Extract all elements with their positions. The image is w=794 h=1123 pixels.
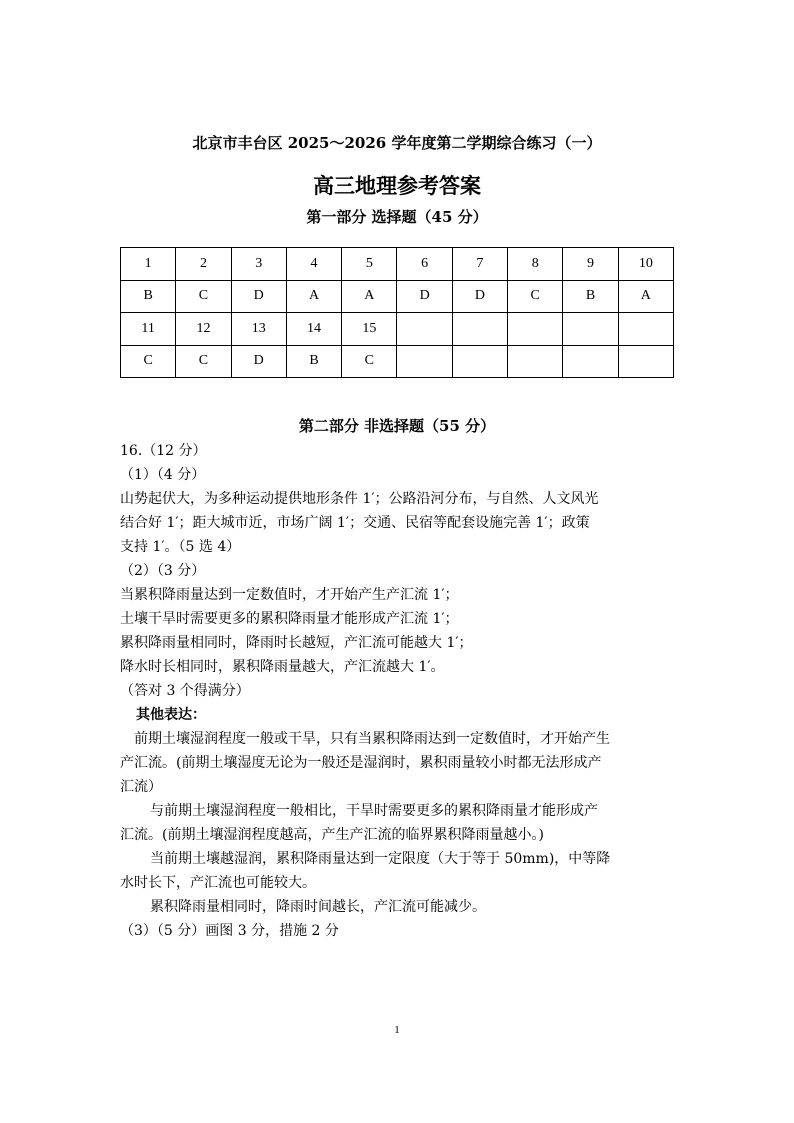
text-line: 土壤干旱时需要更多的累积降雨量才能形成产汇流 1′； (120, 611, 459, 627)
answer-cell (452, 345, 507, 378)
text-line: （3）（5 分）画图 3 分，措施 2 分 (120, 923, 339, 939)
answer-cell: A (286, 280, 341, 313)
answer-cell: A (618, 280, 673, 313)
question-number-cell: 10 (618, 248, 673, 281)
question-number-cell: 12 (176, 313, 231, 346)
text-line: 当累积降雨量达到一定数值时，才开始产生产汇流 1′； (120, 587, 459, 603)
question-number-cell: 9 (563, 248, 618, 281)
page-number: 1 (394, 1024, 400, 1036)
text-line: 汇流。(前期土壤湿润程度越高，产生产汇流的临界累积降雨量越小。) (120, 827, 544, 843)
text-line: 当前期土壤越湿润，累积降雨量达到一定限度（大于等于 50mm)，中等降 (150, 851, 611, 867)
answer-cell: D (231, 280, 286, 313)
answer-cell (618, 345, 673, 378)
question-number-cell: 14 (286, 313, 341, 346)
answer-table-row (121, 280, 674, 313)
part-one-heading: 第一部分 选择题（45 分） (306, 208, 488, 226)
answer-cell: C (342, 345, 397, 378)
question-number-cell: 4 (286, 248, 341, 281)
question-number-cell: 7 (452, 248, 507, 281)
answer-cell: D (231, 345, 286, 378)
answer-cell (563, 345, 618, 378)
answer-cell: D (452, 280, 507, 313)
answer-cell: C (508, 280, 563, 313)
text-line: （1）（4 分） (120, 467, 206, 483)
text-line: （2）（3 分） (120, 563, 206, 579)
header-title-line: 北京市丰台区 2025～2026 学年度第二学期综合练习（一） (192, 134, 602, 152)
question-number-cell (452, 313, 507, 346)
text-line: （答对 3 个得满分） (120, 683, 250, 699)
question-number-cell: 2 (176, 248, 231, 281)
text-line: 水时长下，产汇流也可能较大。 (120, 875, 316, 891)
text-line: 降水时长相同时，累积降雨量越大，产汇流越大 1′。 (120, 659, 445, 675)
text-line: 与前期土壤湿润程度一般相比，干旱时需要更多的累积降雨量才能形成产 (150, 803, 598, 819)
question-number-cell: 3 (231, 248, 286, 281)
text-line: 产汇流。(前期土壤湿度无论为一般还是湿润时，累积雨量较小时都无法形成产 (120, 755, 602, 771)
text-line: 前期土壤湿润程度一般或干旱，只有当累积降雨达到一定数值时，才开始产生 (134, 731, 610, 747)
question-number-cell: 5 (342, 248, 397, 281)
answer-cell: B (563, 280, 618, 313)
answer-cell: B (286, 345, 341, 378)
question-number-cell (508, 313, 563, 346)
answer-cell (508, 345, 563, 378)
answer-table-row (121, 313, 674, 346)
text-line: 汇流） (120, 779, 162, 795)
text-line: 16.（12 分） (120, 443, 207, 459)
answer-table-row (121, 345, 674, 378)
part-two-heading: 第二部分 非选择题（55 分） (298, 417, 496, 435)
answer-cell: B (121, 280, 176, 313)
text-line: 山势起伏大，为多种运动提供地形条件 1′；公路沿河分布，与自然、人文风光 (120, 491, 599, 507)
question-number-cell: 8 (508, 248, 563, 281)
question-number-cell (563, 313, 618, 346)
other-expression-label: 其他表达： (136, 707, 206, 723)
answer-cell: A (342, 280, 397, 313)
answer-table (120, 247, 674, 378)
answer-cell: C (121, 345, 176, 378)
answer-cell: D (397, 280, 452, 313)
answer-table-row (121, 248, 674, 281)
text-line: 累积降雨量相同时，降雨时长越短，产汇流可能越大 1′； (120, 635, 473, 651)
question-number-cell: 15 (342, 313, 397, 346)
answer-cell: C (176, 280, 231, 313)
answer-cell: C (176, 345, 231, 378)
text-line: 支持 1′。（5 选 4） (120, 539, 241, 555)
question-number-cell (618, 313, 673, 346)
answer-cell (397, 345, 452, 378)
question-number-cell: 6 (397, 248, 452, 281)
text-line: 累积降雨量相同时，降雨时间越长，产汇流可能减少。 (150, 899, 486, 915)
question-number-cell: 1 (121, 248, 176, 281)
question-number-cell (397, 313, 452, 346)
question-number-cell: 11 (121, 313, 176, 346)
question-number-cell: 13 (231, 313, 286, 346)
text-line: 结合好 1′；距大城市近，市场广阔 1′；交通、民宿等配套设施完善 1′；政策 (120, 515, 590, 531)
document-title: 高三地理参考答案 (313, 173, 481, 198)
